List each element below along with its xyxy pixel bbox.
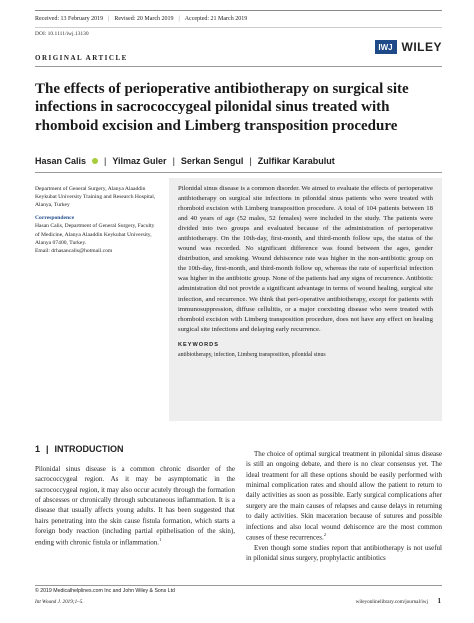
doi[interactable]: DOI: 10.1111/iwj.13130 (35, 31, 89, 37)
intro-paragraph: The choice of optimal surgical treatment in pilonidal sinus disease is still an ongoing debate, and there is no clear consensus yet. The ideal treatment for all these options should be easily performed with minimal complication rates and should allow the patient to return to daily activities as soon as possible. Early surgical complications after surgery are the main causes of relapses and cause delays in returning to daily activities. Skin maceration because of sutures and possible infections and also local wound dehiscence are the most common causes of these recurrences. (246, 450, 442, 542)
abstract-box (169, 178, 442, 421)
intro-paragraph: Even though some studies report that antibiotherapy is not useful in pilonidal sinus surgery, prophylactic antibiotics (246, 543, 442, 562)
keywords-text: antibiotherapy, infection, Limberg transposition, pilonidal sinus (178, 352, 326, 359)
abstract-text: Pilonidal sinus disease is a common disorder. We aimed to evaluate the effects of perioperative antibiotherapy on surgical site infections in pilonidal sinus patients who were treated with rhomboid excision with Limberg transposition procedure. A total of 104 patients between 18 and 40 years of age (52 males, 52 females) were included in the study. The patients were divided into two groups and evaluated because of the administration of perioperative antibiotherapy. On the 10th-day, first-month, and third-month follow ups, the status of the wound was recorded. No significant difference was found between the ages, gender distribution, and smoking. Wound dehiscence rate was higher in the non-antibiotic group on the 10th-day, first-month, and third-month follow up, whereas the rate of superficial infection was higher in the antibiotic group. None of the patients had any signs of recurrence. Antibiotic administration did not provide a significant advantage in terms of wound healing, surgical site infection, and recurrence. We think that peri-operative antibiotherapy, except for patients with immunosuppression, diffuse cellulitis, or a major coexisting disease who were treated with rhomboid excision with Limberg transposition procedure, does not have any effect on healing surgical site infections and delaying early recurrence. (178, 185, 433, 333)
body-column-right (246, 449, 442, 563)
divider (35, 172, 442, 173)
intro-paragraph: Pilonidal sinus disease is a common chronic disorder of the sacrococcygeal region. As it may be asymptomatic in the sacrococcygeal region, it may also occur acutely through the formation of abscesses or chronically through subcutaneous inflammation. It is a disease that usually affects young adults. It has been suggested that hairs penetrating into the skin cause fistula formation, which starts a foreign body reaction (including partial epithelisation of the skin), ending with chronic fistula or inflammation. (35, 465, 235, 546)
copyright: © 2019 Medicalhelplines.com Inc and John Wiley & Sons Ltd (35, 588, 175, 594)
iwj-logo: IWJ (375, 40, 397, 54)
accepted-date: Accepted: 21 March 2019 (184, 16, 248, 22)
correspondence-email[interactable]: Email: drhasancalis@hotmail.com (35, 247, 113, 254)
section-number: 1 (35, 444, 41, 454)
revised-date: Revised: 20 March 2019 (114, 16, 174, 22)
author-list (35, 156, 335, 166)
separator: | (108, 16, 110, 22)
orcid-icon[interactable] (92, 158, 98, 164)
correspondence-heading: Correspondence (35, 215, 75, 222)
citation-ref[interactable]: 1 (159, 536, 162, 542)
article-title: The effects of perioperative antibiotherapy on surgical site infections in sacrococcygeal pilonidal sinus treated with rhomboid excision and Limberg transposition procedure (35, 81, 409, 134)
received-date: Received: 13 February 2019 (35, 16, 104, 22)
divider (35, 585, 442, 586)
author-name[interactable]: Yilmaz Guler (112, 156, 167, 166)
correspondence-text: Hasan Calis, Department of General Surgery, Faculty of Medicine, Alanya Alaaddin Keykubat University, Alanya 07400, Turkey. (35, 223, 155, 246)
author-name[interactable]: Zulfikar Karabulut (257, 156, 335, 166)
section-title: INTRODUCTION (54, 444, 124, 454)
body-column-left (35, 464, 235, 547)
author-name[interactable]: Hasan Calis (35, 156, 87, 166)
wiley-logo: WILEY (401, 40, 442, 54)
separator: | (249, 156, 252, 166)
separator: | (46, 444, 49, 454)
received-dates-bar (35, 10, 442, 28)
affiliation-block (35, 185, 160, 260)
article-type: ORIGINAL ARTICLE (35, 54, 128, 62)
journal-website-link[interactable]: wileyonlinelibrary.com/journal/iwj (355, 599, 428, 605)
divider (35, 66, 442, 67)
separator: | (104, 156, 107, 166)
citation-ref[interactable]: 2 (323, 531, 326, 537)
affiliation: Department of General Surgery, Alanya Alaaddin Keykubat University Training and Research Hospital, Alanya, Turkey (35, 186, 156, 209)
author-name[interactable]: Serkan Sengul (180, 156, 244, 166)
separator: | (172, 156, 175, 166)
publisher-logo (375, 40, 443, 54)
journal-citation: Int Wound J. 2019;1–5. (35, 599, 84, 605)
separator: | (178, 16, 180, 22)
page-number: 1 (437, 597, 441, 605)
section-heading (35, 444, 124, 454)
keywords-heading: KEYWORDS (178, 341, 219, 348)
